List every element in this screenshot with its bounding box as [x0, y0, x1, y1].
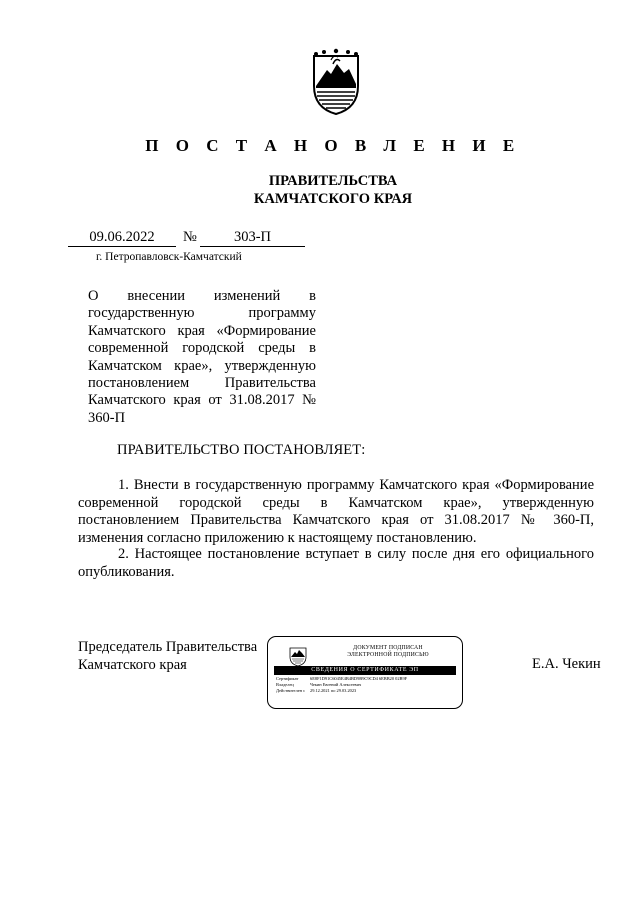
stamp-row-value: 6E8F1D91C6045E4B4BD9B9C9CD4 6EBB20 02B9F: [310, 676, 408, 681]
stamp-heading-line-1: ДОКУМЕНТ ПОДПИСАН: [353, 645, 423, 651]
authority-line-2: КАМЧАТСКОГО КРАЯ: [253, 191, 413, 207]
stamp-certificate-bar: СВЕДЕНИЯ О СЕРТИФИКАТЕ ЭП: [274, 666, 456, 675]
stamp-heading: [318, 645, 458, 659]
signatory-title-line-1: Председатель Правительства: [78, 639, 258, 655]
authority-line-1: ПРАВИТЕЛЬСТВА: [268, 173, 398, 189]
stamp-row-key: Действителен с: [276, 688, 306, 693]
stamp-heading-line-2: ЭЛЕКТРОННОЙ ПОДПИСЬЮ: [347, 652, 429, 658]
stamp-row-key: Сертификат: [276, 676, 299, 681]
document-city: г. Петропавловск-Камчатский: [96, 251, 242, 263]
stamp-details: [276, 676, 458, 694]
number-sign: №: [183, 229, 197, 245]
paragraph-2: 2. Настоящее постановление вступает в силу после дня его официального опубликования.: [78, 546, 594, 580]
stamp-emblem-icon: [288, 645, 308, 667]
signatory-title-line-2: Камчатского края: [78, 657, 187, 673]
signatory-title: [78, 638, 257, 674]
signatory-name: Е.А. Чекин: [532, 656, 601, 672]
stamp-row-value: Чекин Евгений Алексеевич: [310, 682, 362, 687]
stamp-row-validity: [276, 688, 458, 694]
paragraph-1: 1. Внести в государственную программу Камчатского края «Формирование современной городской среды в Камчатском крае», утвержденную постановлением Правительства Камчатского края от 31.08.2017 № 360-П, изменения согласно приложению к настоящему постановлению.: [78, 477, 594, 546]
stamp-row-value: 29.12.2021 по 29.03.2023: [310, 688, 357, 693]
kamchatka-emblem-icon: [300, 46, 372, 118]
resolution-heading: ПРАВИТЕЛЬСТВО ПОСТАНОВЛЯЕТ:: [117, 442, 366, 458]
document-number: 303-П: [200, 229, 305, 247]
stamp-row-key: Владелец: [276, 682, 294, 687]
document-subject: О внесении изменений в государственную программу Камчатского края «Формирование современной городской среды в Камчатском крае», утвержденную постановлением Правительства Камчатского края от 31.08.2017 № 360-П: [88, 288, 316, 426]
electronic-signature-stamp: [267, 636, 463, 709]
document-type-title: П О С Т А Н О В Л Е Н И Е: [145, 136, 521, 155]
document-date: 09.06.2022: [68, 229, 176, 247]
